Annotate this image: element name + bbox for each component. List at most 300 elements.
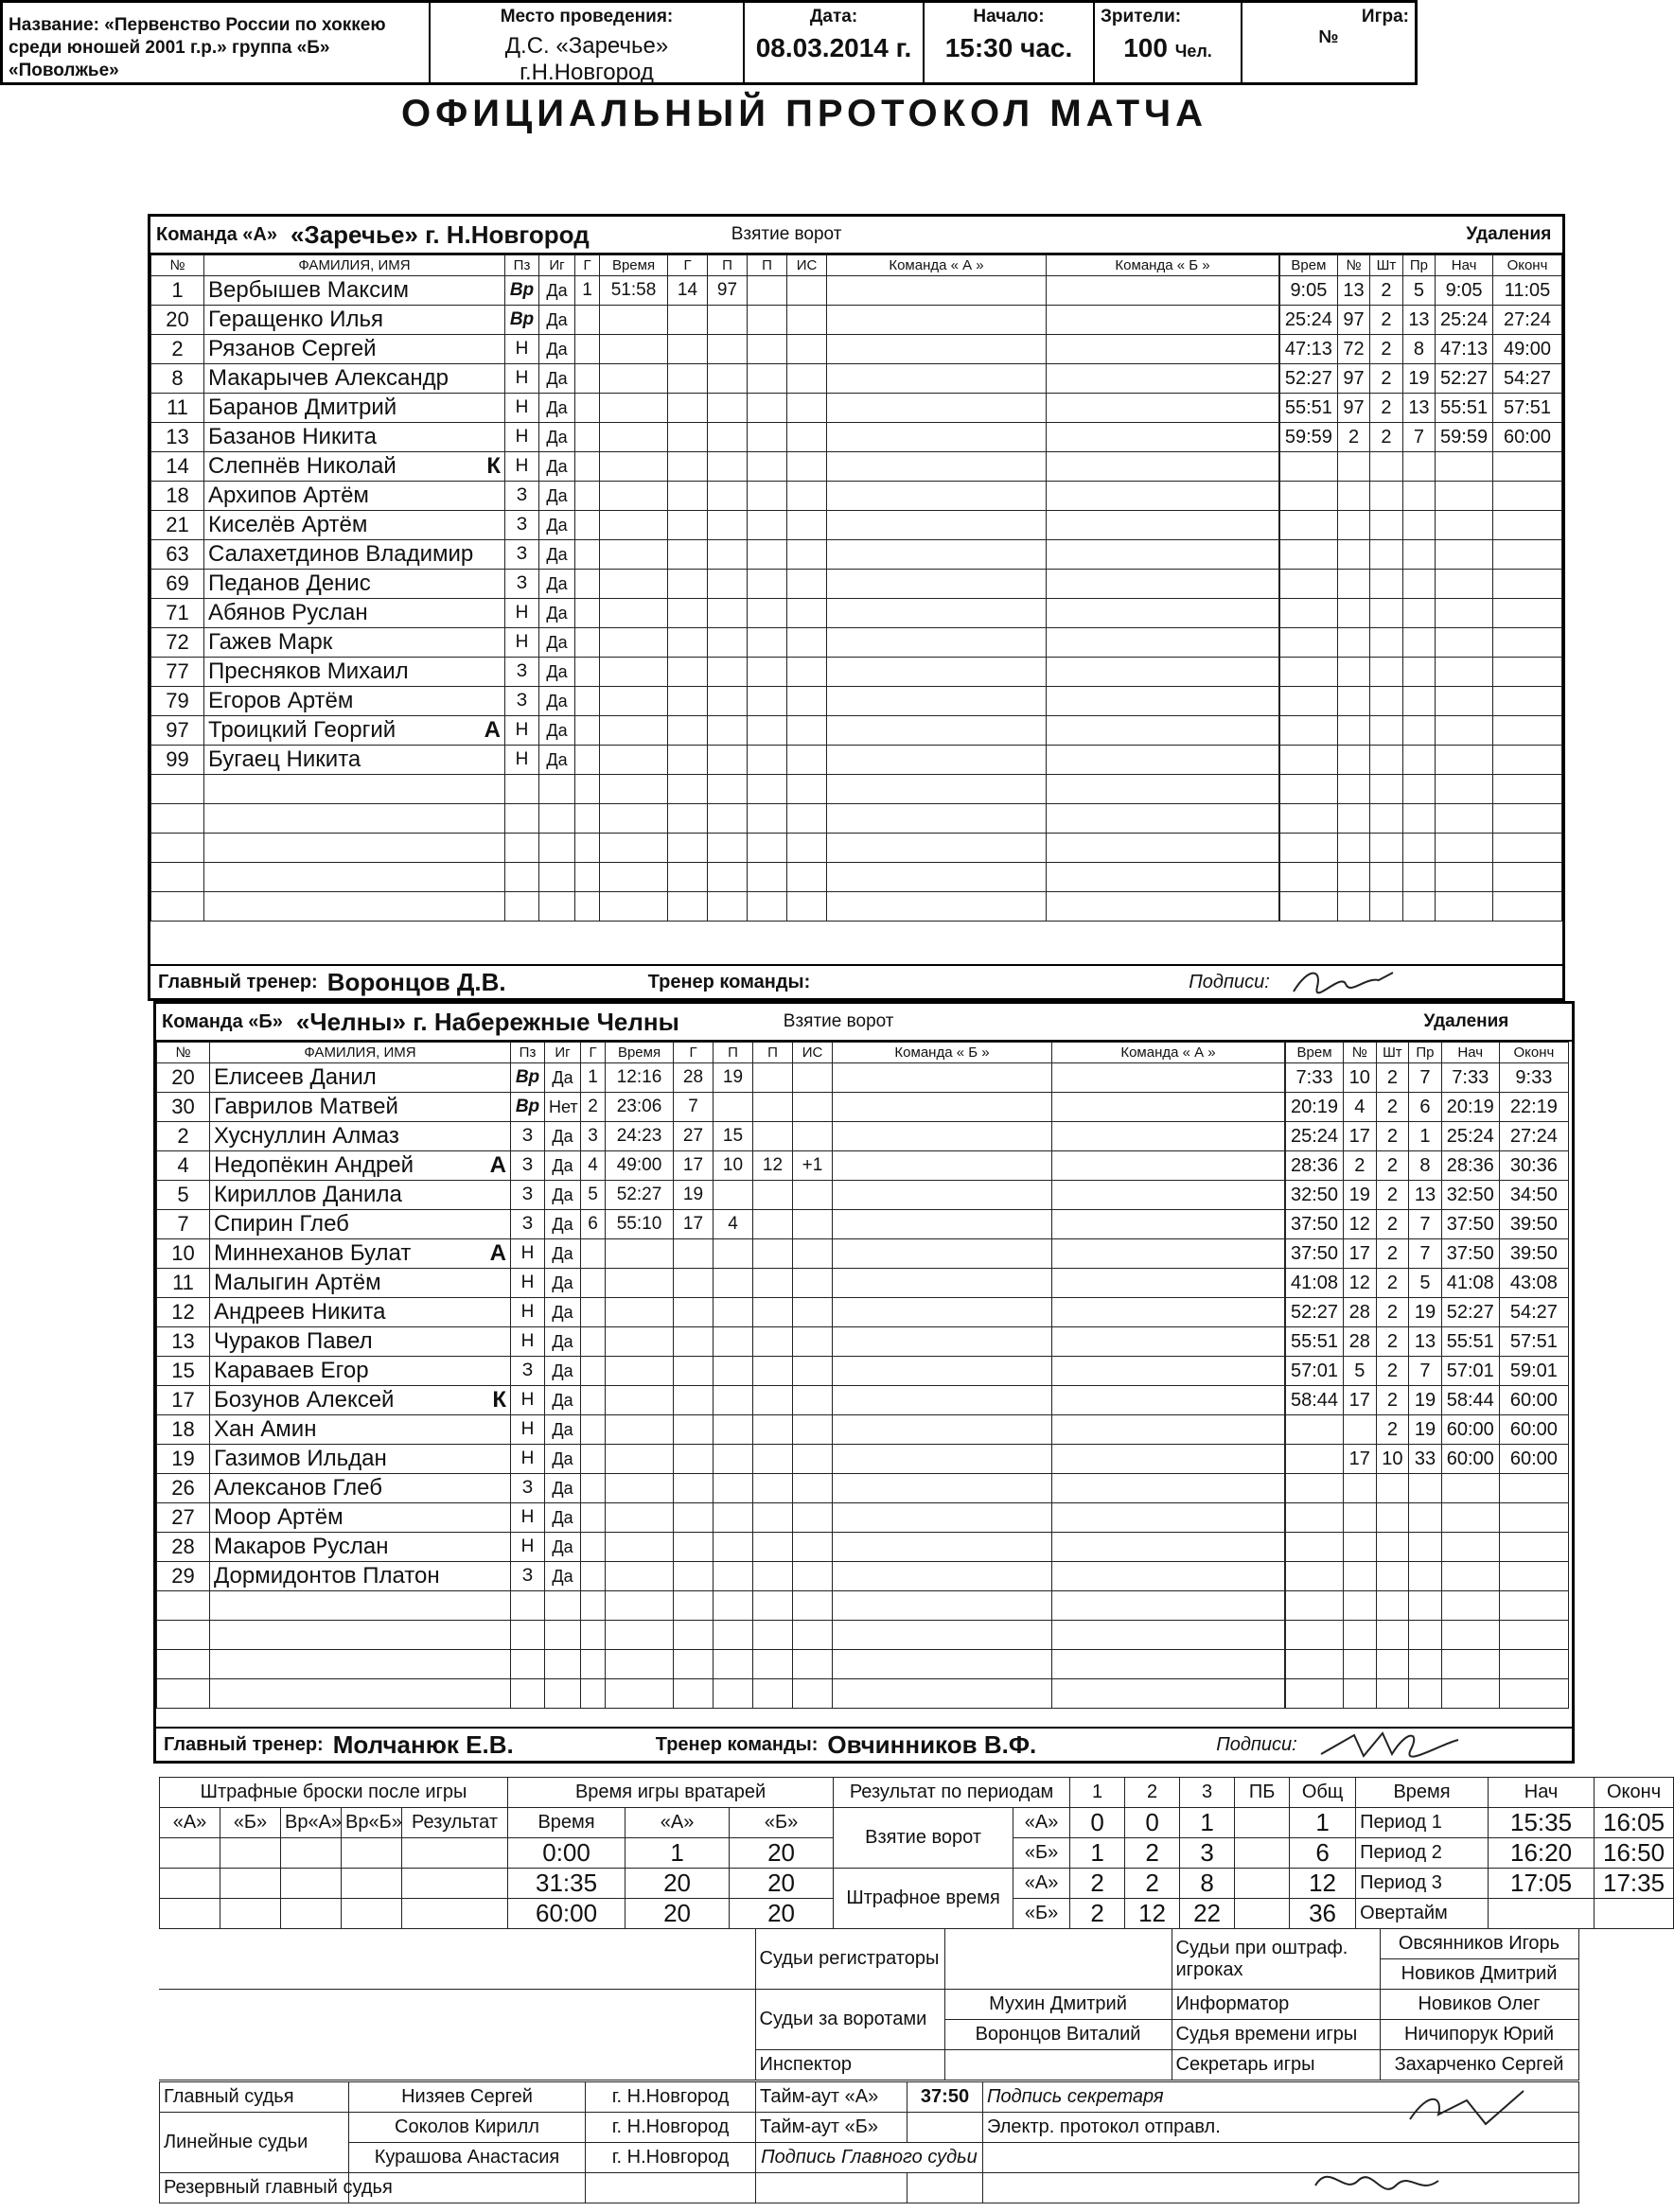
player-number: 27 bbox=[157, 1503, 210, 1533]
table-row bbox=[157, 1239, 1285, 1269]
penalty-code bbox=[1402, 599, 1435, 628]
penalty-start bbox=[1441, 1679, 1499, 1709]
team-cell bbox=[1047, 570, 1279, 599]
penalty-code: 8 bbox=[1409, 1151, 1442, 1181]
team-cell bbox=[827, 423, 1047, 452]
penalty-end: 27:24 bbox=[1499, 1122, 1568, 1151]
goal-time bbox=[606, 1591, 674, 1621]
penalty-time bbox=[1286, 1562, 1344, 1591]
start-value: 15:30 час. bbox=[944, 33, 1073, 62]
penalty-time: 9:05 bbox=[1280, 276, 1338, 306]
penalty-time: 32:50 bbox=[1286, 1181, 1344, 1210]
match-header bbox=[0, 0, 1418, 85]
player-number: 10 bbox=[157, 1239, 210, 1269]
secretary: Захарченко Сергей bbox=[1380, 2050, 1578, 2080]
penalty-no bbox=[1337, 863, 1369, 892]
player-number bbox=[157, 1650, 210, 1679]
player-plays: Да bbox=[545, 1239, 581, 1269]
penalty-code: 19 bbox=[1409, 1386, 1442, 1415]
goal-gn bbox=[668, 628, 708, 658]
penalty-code bbox=[1409, 1591, 1442, 1621]
goal-gn bbox=[674, 1621, 714, 1650]
penalty-start bbox=[1436, 746, 1493, 775]
goal-gn bbox=[668, 834, 708, 863]
goal-g bbox=[575, 423, 600, 452]
player-name-cell bbox=[210, 1357, 511, 1386]
goal-judge-2: Воронцов Виталий bbox=[944, 2020, 1172, 2050]
player-name-cell bbox=[210, 1621, 511, 1650]
player-number: 8 bbox=[151, 364, 204, 394]
team-cell bbox=[827, 570, 1047, 599]
penalty-min bbox=[1370, 658, 1402, 687]
penalty-row bbox=[1280, 452, 1562, 482]
player-name: Слепнёв Николай bbox=[208, 453, 396, 479]
goal-is bbox=[793, 1533, 833, 1562]
goal-p2 bbox=[753, 1327, 793, 1357]
spectators-unit: Чел. bbox=[1174, 42, 1212, 61]
goal-g bbox=[581, 1357, 606, 1386]
player-name-cell bbox=[204, 687, 505, 716]
player-name: Салахетдинов Владимир bbox=[208, 541, 474, 567]
penalty-no: 19 bbox=[1344, 1181, 1377, 1210]
goal-time bbox=[600, 804, 668, 834]
goal-is bbox=[787, 775, 827, 804]
penalty-min bbox=[1370, 834, 1402, 863]
player-number: 29 bbox=[157, 1562, 210, 1591]
date-value: 08.03.2014 г. bbox=[755, 33, 912, 62]
goal-time bbox=[600, 452, 668, 482]
penalty-code bbox=[1402, 746, 1435, 775]
penalty-code: 19 bbox=[1409, 1415, 1442, 1445]
goal-p1 bbox=[714, 1415, 753, 1445]
team-cell bbox=[833, 1181, 1052, 1210]
team-b-signature bbox=[1316, 1726, 1468, 1764]
penalty-min: 2 bbox=[1376, 1298, 1409, 1327]
team-cell bbox=[1047, 394, 1279, 423]
table-row bbox=[157, 1269, 1285, 1298]
penalty-start: 60:00 bbox=[1441, 1445, 1499, 1474]
goal-g bbox=[581, 1445, 606, 1474]
goal-p2 bbox=[748, 540, 787, 570]
penalty-time: 20:19 bbox=[1286, 1093, 1344, 1122]
player-number: 28 bbox=[157, 1533, 210, 1562]
goal-g bbox=[575, 658, 600, 687]
penalty-time bbox=[1280, 746, 1338, 775]
penalty-end: 60:00 bbox=[1492, 423, 1561, 452]
player-position: З bbox=[511, 1181, 545, 1210]
goal-p1 bbox=[708, 599, 748, 628]
goal-is bbox=[787, 306, 827, 335]
team-cell bbox=[1052, 1063, 1285, 1093]
table-row bbox=[151, 452, 1279, 482]
player-plays bbox=[539, 863, 575, 892]
goal-time bbox=[606, 1474, 674, 1503]
goal-g bbox=[581, 1503, 606, 1533]
penalty-row bbox=[1286, 1445, 1569, 1474]
player-number: 2 bbox=[151, 335, 204, 364]
goal-p2 bbox=[753, 1181, 793, 1210]
player-position: Н bbox=[505, 716, 539, 746]
penalty-min bbox=[1376, 1562, 1409, 1591]
goal-p2 bbox=[753, 1122, 793, 1151]
penalty-min bbox=[1376, 1474, 1409, 1503]
col-header-p2: П bbox=[753, 1043, 793, 1063]
goal-p2 bbox=[748, 599, 787, 628]
player-name-cell bbox=[210, 1298, 511, 1327]
player-name-cell bbox=[204, 452, 505, 482]
penalty-start bbox=[1436, 804, 1493, 834]
penalty-row bbox=[1280, 804, 1562, 834]
penalty-end bbox=[1492, 482, 1561, 511]
team-b-coach-row bbox=[156, 1727, 1572, 1761]
player-position: Вр bbox=[511, 1063, 545, 1093]
goal-p1 bbox=[714, 1621, 753, 1650]
secretary-label: Секретарь игры bbox=[1172, 2050, 1380, 2080]
game-number: № bbox=[1318, 27, 1339, 47]
goal-is bbox=[793, 1415, 833, 1445]
penalty-time bbox=[1286, 1621, 1344, 1650]
player-plays: Да bbox=[545, 1063, 581, 1093]
penalty-start: 55:51 bbox=[1436, 394, 1493, 423]
goal-gn bbox=[668, 423, 708, 452]
goal-g bbox=[575, 746, 600, 775]
penalty-code bbox=[1402, 863, 1435, 892]
goal-time: 23:06 bbox=[606, 1093, 674, 1122]
goal-is bbox=[787, 540, 827, 570]
team-cell bbox=[827, 834, 1047, 863]
goal-p2 bbox=[753, 1474, 793, 1503]
penalty-row bbox=[1280, 746, 1562, 775]
goal-p1 bbox=[714, 1679, 753, 1709]
penalty-no bbox=[1337, 687, 1369, 716]
player-number bbox=[151, 863, 204, 892]
shootout-label: Штрафные броски после игры bbox=[160, 1778, 508, 1808]
penalty-time bbox=[1280, 570, 1338, 599]
pim-a-total: 12 bbox=[1290, 1869, 1356, 1899]
penalty-no bbox=[1337, 746, 1369, 775]
penalty-end: 11:05 bbox=[1492, 276, 1561, 306]
goal-time bbox=[606, 1679, 674, 1709]
team-cell bbox=[1047, 599, 1279, 628]
penalty-code: 5 bbox=[1402, 276, 1435, 306]
team-b-coach: Молчанюк Е.В. bbox=[332, 1729, 514, 1759]
player-position: Н bbox=[511, 1415, 545, 1445]
goal-gn bbox=[668, 804, 708, 834]
team-cell bbox=[833, 1298, 1052, 1327]
pen-header-pno: № bbox=[1337, 255, 1369, 276]
table-row bbox=[157, 1122, 1285, 1151]
goal-judges-label: Судьи за воротами bbox=[755, 1990, 944, 2050]
team-b-label: Команда «Б» bbox=[162, 1010, 283, 1032]
penalty-row bbox=[1286, 1621, 1569, 1650]
team-cell bbox=[833, 1151, 1052, 1181]
col-header-p2: П bbox=[748, 255, 787, 276]
penalty-min: 2 bbox=[1376, 1181, 1409, 1210]
goal-p2 bbox=[748, 452, 787, 482]
table-row bbox=[157, 1210, 1285, 1239]
player-name-cell bbox=[204, 834, 505, 863]
player-position: З bbox=[511, 1122, 545, 1151]
player-position bbox=[511, 1679, 545, 1709]
goal-time bbox=[600, 628, 668, 658]
penalty-row bbox=[1286, 1122, 1569, 1151]
head-ref-label: Главный судья bbox=[160, 2082, 349, 2113]
penalty-time bbox=[1280, 628, 1338, 658]
player-number: 79 bbox=[151, 687, 204, 716]
penalty-code bbox=[1402, 716, 1435, 746]
goal-is bbox=[793, 1181, 833, 1210]
goal-is bbox=[793, 1503, 833, 1533]
player-name: Базанов Никита bbox=[208, 424, 377, 449]
goal-time bbox=[606, 1650, 674, 1679]
team-cell bbox=[833, 1239, 1052, 1269]
goal-is bbox=[787, 570, 827, 599]
penalty-row bbox=[1286, 1415, 1569, 1445]
penalty-start: 47:13 bbox=[1436, 335, 1493, 364]
penalty-no bbox=[1344, 1474, 1377, 1503]
goal-p1 bbox=[708, 716, 748, 746]
penalty-no: 17 bbox=[1344, 1445, 1377, 1474]
player-position: Н bbox=[505, 746, 539, 775]
player-name: Баранов Дмитрий bbox=[208, 395, 397, 420]
player-name-cell bbox=[210, 1562, 511, 1591]
penalty-code bbox=[1402, 892, 1435, 922]
player-name-cell bbox=[210, 1445, 511, 1474]
team-cell bbox=[1052, 1093, 1285, 1122]
penalty-min: 2 bbox=[1376, 1357, 1409, 1386]
penalty-start bbox=[1436, 658, 1493, 687]
team-cell bbox=[1047, 306, 1279, 335]
player-name-cell bbox=[210, 1239, 511, 1269]
team-b-sign-label: Подписи: bbox=[1216, 1733, 1297, 1755]
player-plays: Да bbox=[545, 1445, 581, 1474]
penalty-min bbox=[1370, 452, 1402, 482]
penalty-min: 10 bbox=[1376, 1445, 1409, 1474]
table-row bbox=[151, 511, 1279, 540]
goal-p2 bbox=[748, 716, 787, 746]
table-row bbox=[157, 1445, 1285, 1474]
penalty-end bbox=[1492, 452, 1561, 482]
penalty-end bbox=[1492, 599, 1561, 628]
periods-label: Результат по периодам bbox=[834, 1778, 1070, 1808]
pim-b-p1: 2 bbox=[1070, 1899, 1125, 1929]
pim-row-label: Штрафное время bbox=[834, 1869, 1013, 1929]
end-header: Оконч bbox=[1595, 1778, 1674, 1808]
table-row bbox=[157, 1063, 1285, 1093]
table-row bbox=[151, 276, 1279, 306]
player-name: Миннеханов Булат bbox=[214, 1240, 412, 1266]
penalty-code bbox=[1409, 1679, 1442, 1709]
summary-table bbox=[159, 1777, 1674, 1929]
player-plays: Да bbox=[545, 1357, 581, 1386]
table-row bbox=[157, 1650, 1285, 1679]
player-number bbox=[151, 834, 204, 863]
penalty-end: 54:27 bbox=[1499, 1298, 1568, 1327]
team-cell bbox=[833, 1415, 1052, 1445]
penalty-row bbox=[1286, 1679, 1569, 1709]
team-cell bbox=[1047, 482, 1279, 511]
secretary-signature bbox=[1401, 2081, 1552, 2138]
goal-is bbox=[793, 1269, 833, 1298]
goals-section-label: Взятие ворот bbox=[783, 1011, 894, 1031]
goal-p2 bbox=[748, 394, 787, 423]
penalty-box-judge-2: Новиков Дмитрий bbox=[1380, 1959, 1578, 1990]
penalty-end bbox=[1492, 570, 1561, 599]
goal-g bbox=[581, 1239, 606, 1269]
goals-a-pb bbox=[1235, 1808, 1290, 1838]
goal-p1 bbox=[708, 892, 748, 922]
penalty-start: 60:00 bbox=[1441, 1415, 1499, 1445]
player-name: Макарычев Александр bbox=[208, 365, 449, 391]
goal-g bbox=[575, 335, 600, 364]
goals-a-label: «А» bbox=[1013, 1808, 1070, 1838]
penalty-row bbox=[1286, 1298, 1569, 1327]
goal-gn bbox=[668, 335, 708, 364]
player-position: З bbox=[511, 1357, 545, 1386]
page-title: ОФИЦИАЛЬНЫЙ ПРОТОКОЛ МАТЧА bbox=[401, 93, 1207, 134]
head-ref-signature bbox=[1306, 2157, 1476, 2212]
penalty-time: 25:24 bbox=[1286, 1122, 1344, 1151]
goal-is bbox=[787, 394, 827, 423]
penalty-end bbox=[1492, 687, 1561, 716]
team-b-coach-label: Главный тренер: bbox=[164, 1733, 324, 1755]
team-cell bbox=[1052, 1503, 1285, 1533]
goal-p1 bbox=[708, 834, 748, 863]
pim-a-pb bbox=[1235, 1869, 1290, 1899]
goal-p1: 4 bbox=[714, 1210, 753, 1239]
gk-row-1-time: 0:00 bbox=[508, 1838, 626, 1869]
goals-b-p1: 1 bbox=[1070, 1838, 1125, 1869]
penalty-min bbox=[1376, 1650, 1409, 1679]
player-name-cell bbox=[210, 1415, 511, 1445]
goal-g bbox=[575, 863, 600, 892]
penalty-time bbox=[1286, 1650, 1344, 1679]
penalty-code bbox=[1402, 687, 1435, 716]
table-row bbox=[157, 1562, 1285, 1591]
goal-time bbox=[606, 1239, 674, 1269]
penalty-min: 2 bbox=[1370, 306, 1402, 335]
goal-time bbox=[606, 1269, 674, 1298]
penalty-no bbox=[1344, 1415, 1377, 1445]
col-header-p1: П bbox=[714, 1043, 753, 1063]
penalty-time bbox=[1280, 716, 1338, 746]
penalty-row bbox=[1286, 1357, 1569, 1386]
player-plays: Да bbox=[539, 335, 575, 364]
penalty-row bbox=[1280, 834, 1562, 863]
team-a-tables bbox=[150, 255, 1562, 922]
player-number: 63 bbox=[151, 540, 204, 570]
penalty-min bbox=[1370, 687, 1402, 716]
player-name-cell bbox=[204, 775, 505, 804]
penalty-code bbox=[1409, 1650, 1442, 1679]
total-header: Общ bbox=[1290, 1778, 1356, 1808]
penalty-no bbox=[1337, 599, 1369, 628]
goal-p1 bbox=[708, 482, 748, 511]
penalty-min: 2 bbox=[1376, 1122, 1409, 1151]
goal-time: 51:58 bbox=[600, 276, 668, 306]
goal-gn bbox=[668, 863, 708, 892]
goal-is bbox=[787, 716, 827, 746]
player-name-cell bbox=[210, 1474, 511, 1503]
team-cell bbox=[1052, 1386, 1285, 1415]
penalty-no bbox=[1344, 1533, 1377, 1562]
pen-header-ptime: Врем bbox=[1280, 255, 1338, 276]
period-3-start: 17:05 bbox=[1489, 1869, 1595, 1899]
spectators-cell bbox=[1095, 3, 1242, 82]
penalty-code: 7 bbox=[1409, 1357, 1442, 1386]
goal-time bbox=[606, 1503, 674, 1533]
penalty-row bbox=[1286, 1533, 1569, 1562]
penalty-code bbox=[1402, 834, 1435, 863]
player-name: Егоров Артём bbox=[208, 688, 354, 713]
penalty-no: 4 bbox=[1344, 1093, 1377, 1122]
penalty-end: 60:00 bbox=[1499, 1445, 1568, 1474]
penalty-row bbox=[1286, 1591, 1569, 1621]
goal-p2 bbox=[748, 775, 787, 804]
captain-mark: А bbox=[489, 1240, 506, 1266]
table-row bbox=[151, 394, 1279, 423]
player-plays: Нет bbox=[545, 1093, 581, 1122]
goal-gn bbox=[668, 716, 708, 746]
player-plays: Да bbox=[539, 452, 575, 482]
player-name: Абянов Руслан bbox=[208, 600, 368, 625]
goal-p2 bbox=[748, 364, 787, 394]
player-plays: Да bbox=[545, 1122, 581, 1151]
goal-time bbox=[606, 1415, 674, 1445]
goal-g bbox=[575, 364, 600, 394]
player-name: Макаров Руслан bbox=[214, 1534, 389, 1559]
pen-header-pno: № bbox=[1344, 1043, 1377, 1063]
player-number bbox=[151, 804, 204, 834]
player-plays: Да bbox=[539, 716, 575, 746]
penalty-row bbox=[1280, 511, 1562, 540]
period-2-header: 2 bbox=[1125, 1778, 1180, 1808]
col-header-no: № bbox=[157, 1043, 210, 1063]
player-position: Вр bbox=[505, 276, 539, 306]
goal-g bbox=[581, 1650, 606, 1679]
penalty-no bbox=[1344, 1650, 1377, 1679]
penalty-end bbox=[1499, 1533, 1568, 1562]
goal-g: 5 bbox=[581, 1181, 606, 1210]
goal-g bbox=[575, 482, 600, 511]
goal-p2 bbox=[753, 1591, 793, 1621]
penalty-time bbox=[1280, 658, 1338, 687]
goal-g bbox=[575, 892, 600, 922]
penalty-min: 2 bbox=[1376, 1239, 1409, 1269]
penalty-start: 7:33 bbox=[1441, 1063, 1499, 1093]
penalty-start bbox=[1441, 1591, 1499, 1621]
goal-g bbox=[581, 1327, 606, 1357]
player-number: 21 bbox=[151, 511, 204, 540]
table-row bbox=[151, 364, 1279, 394]
penalty-end bbox=[1499, 1621, 1568, 1650]
goal-time bbox=[600, 306, 668, 335]
player-plays: Да bbox=[545, 1298, 581, 1327]
player-number: 7 bbox=[157, 1210, 210, 1239]
goal-is bbox=[793, 1210, 833, 1239]
team-cell bbox=[1047, 628, 1279, 658]
period-1-start: 15:35 bbox=[1489, 1808, 1595, 1838]
goal-p1 bbox=[708, 364, 748, 394]
penalty-end bbox=[1492, 746, 1561, 775]
team-b-name: «Челны» г. Набережные Челны bbox=[295, 1007, 679, 1036]
player-position: З bbox=[511, 1151, 545, 1181]
penalty-no bbox=[1337, 570, 1369, 599]
timekeeper-label: Судья времени игры bbox=[1172, 2020, 1380, 2050]
timeout-b bbox=[907, 2113, 983, 2143]
timeout-b-label: Тайм-аут «Б» bbox=[756, 2113, 907, 2143]
goal-gn: 17 bbox=[674, 1151, 714, 1181]
